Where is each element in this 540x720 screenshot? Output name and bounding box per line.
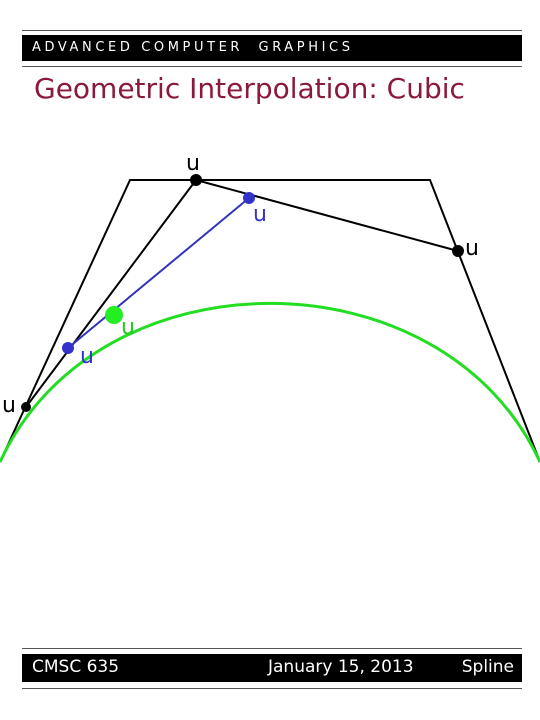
footer-date: January 15, 2013	[268, 657, 414, 677]
first-level-line-right	[196, 180, 458, 251]
label-blue-upper: u	[253, 202, 267, 227]
slide-title: Geometric Interpolation: Cubic	[34, 72, 465, 105]
first-level-line-left	[26, 180, 196, 407]
second-level-line	[68, 198, 249, 348]
header-title: ADVANCED COMPUTER GRAPHICS	[32, 40, 354, 55]
label-top-left: u	[186, 151, 200, 176]
footer-bar	[22, 654, 522, 682]
point-right	[452, 245, 464, 257]
label-on-curve: u	[121, 315, 135, 340]
footer-course: CMSC 635	[32, 657, 120, 677]
point-curve-start	[21, 402, 31, 412]
label-right: u	[465, 236, 479, 261]
cubic-curve	[0, 303, 540, 462]
label-blue-lower: u	[80, 344, 94, 369]
point-blue-lower	[62, 342, 74, 354]
label-curve-start: u	[2, 393, 16, 418]
footer-topic: Spline	[461, 657, 514, 677]
footer-top-rule	[22, 648, 522, 649]
footer-bottom-rule	[22, 688, 522, 689]
control-polygon	[0, 180, 540, 462]
